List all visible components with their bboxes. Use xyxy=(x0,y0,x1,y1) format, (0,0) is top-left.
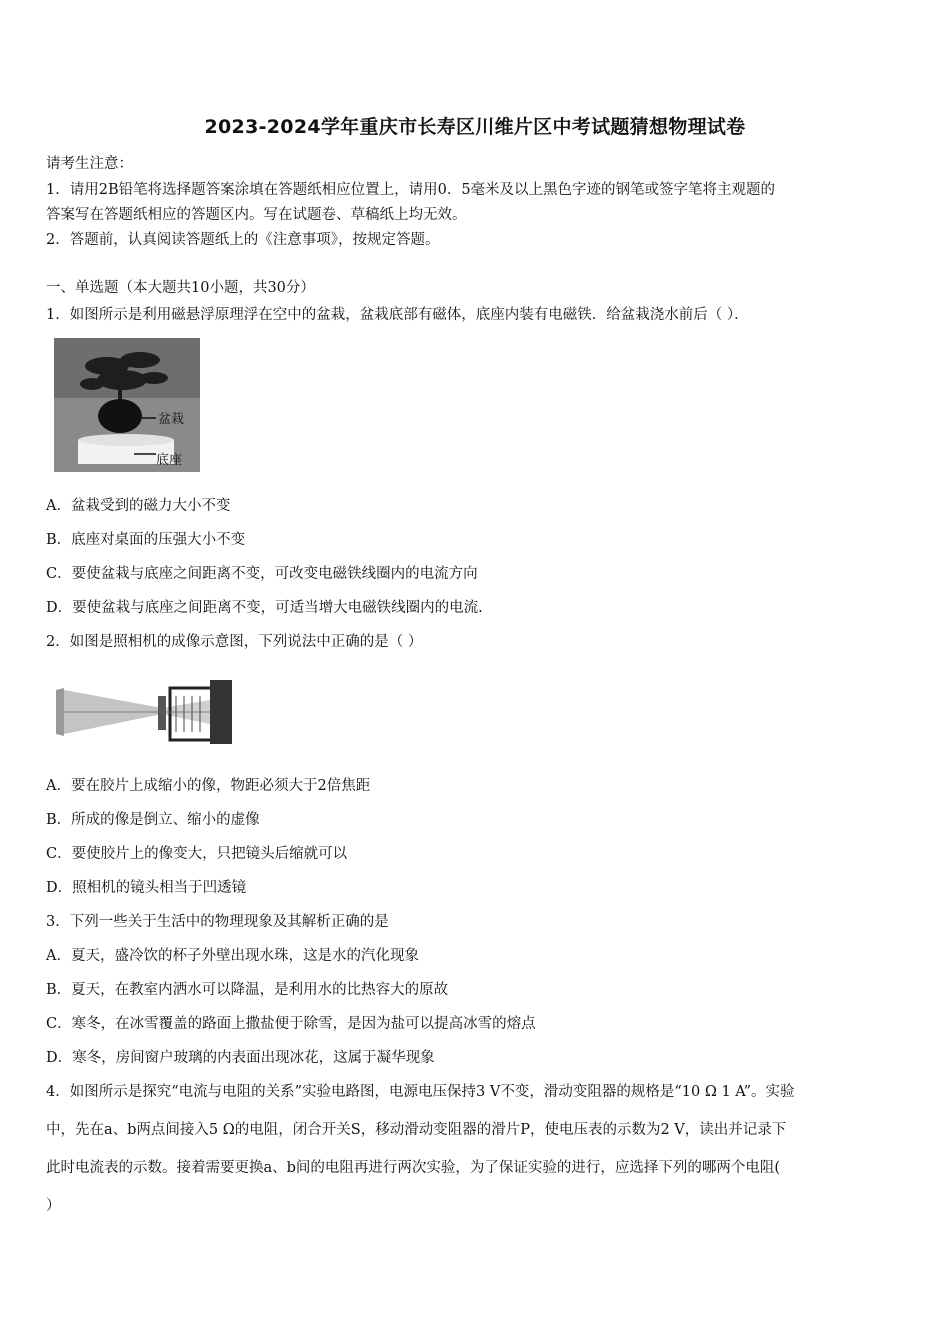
question-1-option-c: C．要使盆栽与底座之间距离不变，可改变电磁铁线圈内的电流方向 xyxy=(46,566,478,582)
question-1-option-b: B．底座对桌面的压强大小不变 xyxy=(46,532,246,548)
question-3-option-b: B．夏天，在教室内洒水可以降温，是利用水的比热容大的原故 xyxy=(46,982,449,998)
question-4-line-3: 此时电流表的示数。接着需要更换a、b间的电阻再进行两次实验，为了保证实验的进行，应选择下列的哪两个电阻( xyxy=(46,1160,781,1176)
notice-item-1-line-2: 答案写在答题纸相应的答题区内。写在试题卷、草稿纸上均无效。 xyxy=(46,207,467,223)
notice-item-1-line-1: 1．请用2B铅笔将选择题答案涂填在答题纸相应位置上，请用0．5毫米及以上黑色字迹的钢笔或签字笔将主观题的 xyxy=(46,182,776,198)
question-4-line-4: ） xyxy=(46,1198,61,1214)
section-heading: 一、单选题（本大题共10小题，共30分） xyxy=(46,280,315,296)
question-3-option-d: D．寒冬，房间窗户玻璃的内表面出现冰花，这属于凝华现象 xyxy=(46,1050,435,1066)
figure-label-pot: 盆栽 xyxy=(158,412,185,427)
question-3-stem: 3．下列一些关于生活中的物理现象及其解析正确的是 xyxy=(46,914,389,930)
figure-label-base: 底座 xyxy=(156,453,183,468)
question-1-stem: 1．如图所示是利用磁悬浮原理浮在空中的盆栽，盆栽底部有磁体，底座内装有电磁铁．给盆栽浇水前后（ ）． xyxy=(46,307,749,323)
question-3-option-c: C．寒冬，在冰雪覆盖的路面上撒盐便于除雪，是因为盐可以提高冰雪的熔点 xyxy=(46,1016,536,1032)
question-3-option-a: A．夏天，盛冷饮的杯子外壁出现水珠，这是水的汽化现象 xyxy=(46,948,419,964)
page-title: 2023-2024学年重庆市长寿区川维片区中考试题猜想物理试卷 xyxy=(204,116,746,138)
question-4-line-2: 中，先在a、b两点间接入5 Ω的电阻，闭合开关S，移动滑动变阻器的滑片P，使电压表的示数为2 V，读出并记录下 xyxy=(46,1122,787,1138)
camera-imaging-figure xyxy=(50,674,236,746)
notice-heading: 请考生注意： xyxy=(46,156,133,172)
question-1-option-a: A．盆栽受到的磁力大小不变 xyxy=(46,498,231,514)
question-2-option-a: A．要在胶片上成缩小的像，物距必须大于2倍焦距 xyxy=(46,778,371,794)
question-1-option-d: D．要使盆栽与底座之间距离不变，可适当增大电磁铁线圈内的电流. xyxy=(46,600,483,616)
question-2-stem: 2．如图是照相机的成像示意图，下列说法中正确的是（ ） xyxy=(46,634,423,650)
question-2-option-c: C．要使胶片上的像变大，只把镜头后缩就可以 xyxy=(46,846,348,862)
notice-item-2: 2．答题前，认真阅读答题纸上的《注意事项》，按规定答题。 xyxy=(46,232,440,248)
question-4-line-1: 4．如图所示是探究“电流与电阻的关系”实验电路图，电源电压保持3 V不变，滑动变阻器的规格是“10 Ω 1 A”。实验 xyxy=(46,1084,795,1100)
question-2-option-d: D．照相机的镜头相当于凹透镜 xyxy=(46,880,247,896)
question-2-option-b: B．所成的像是倒立、缩小的虚像 xyxy=(46,812,260,828)
